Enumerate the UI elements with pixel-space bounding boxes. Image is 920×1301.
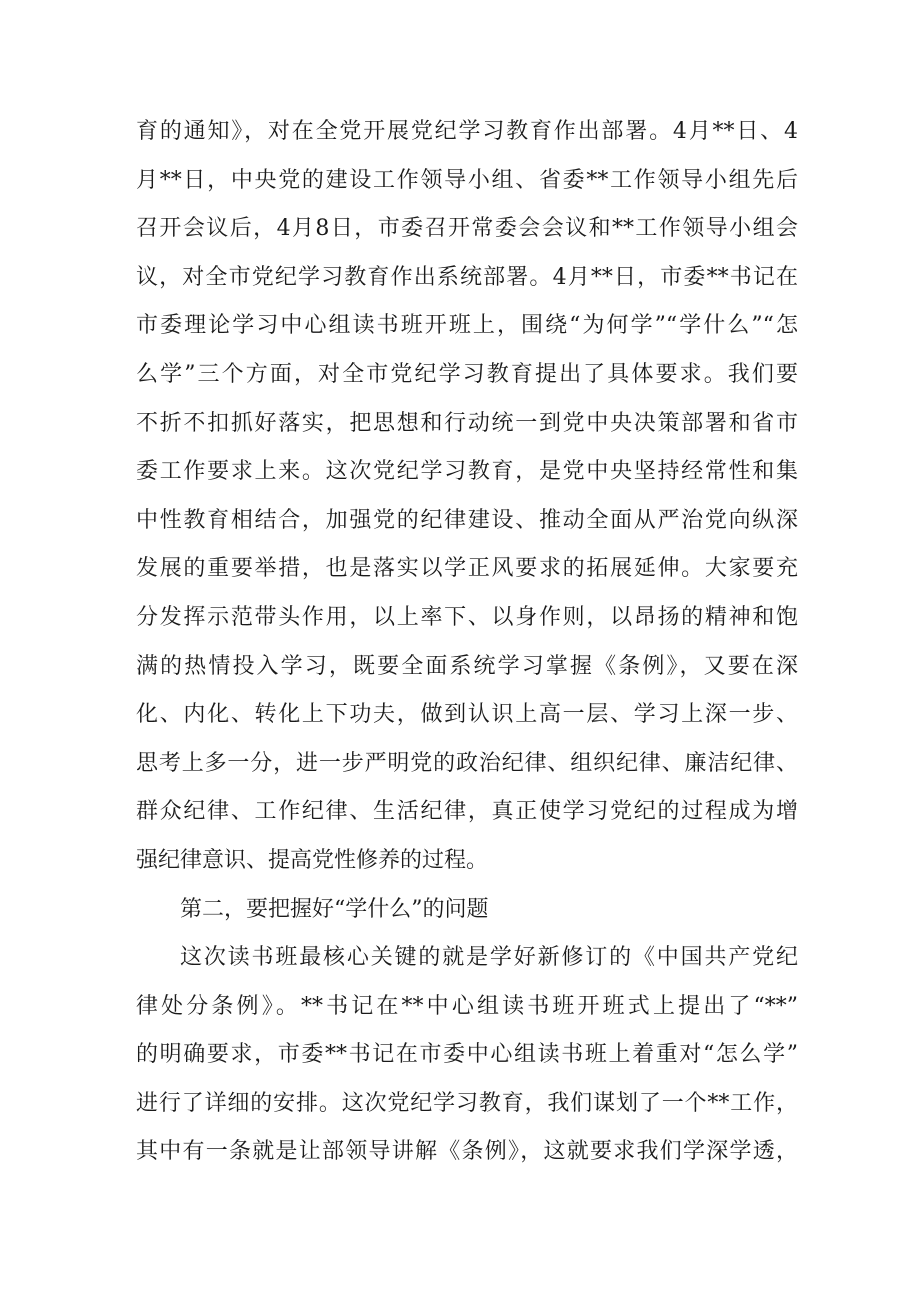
text-line: 月**日，中央党的建设工作领导小组、省委**工作领导小组先后: [136, 167, 798, 193]
text-line: 律处分条例》。**书记在**中心组读书班开班式上提出了“**”: [136, 993, 798, 1019]
text-line: 市委理论学习中心组读书班开班上，围绕“为何学”“学什么”“怎: [136, 313, 798, 339]
text-line: 分发挥示范带头作用，以上率下、以身作则，以昂扬的精神和饱: [136, 604, 798, 630]
text-line: 第二，要把握好“学什么”的问题: [180, 896, 489, 922]
text-line: 化、内化、转化上下功夫，做到认识上高一层、学习上深一步、: [136, 702, 798, 728]
text-line: 群众纪律、工作纪律、生活纪律，真正使学习党纪的过程成为增: [136, 799, 798, 825]
text-line: 召开会议后，4月8日，市委召开常委会会议和**工作领导小组会: [136, 216, 798, 242]
text-line: 进行了详细的安排。这次党纪学习教育，我们谋划了一个**工作，: [136, 1090, 798, 1116]
text-line: 发展的重要举措，也是落实以学正风要求的拓展延伸。大家要充: [136, 556, 798, 582]
text-line: 么学”三个方面，对全市党纪学习教育提出了具体要求。我们要: [136, 361, 798, 387]
text-line: 强纪律意识、提高党性修养的过程。: [136, 847, 489, 873]
text-line: 不折不扣抓好落实，把思想和行动统一到党中央决策部署和省市: [136, 410, 798, 436]
text-line: 满的热情投入学习，既要全面系统学习掌握《条例》，又要在深: [136, 653, 798, 679]
text-line: 育的通知》，对在全党开展党纪学习教育作出部署。4月**日、4: [136, 119, 798, 144]
text-line: 思考上多一分，进一步严明党的政治纪律、组织纪律、廉洁纪律、: [136, 750, 798, 776]
text-line: 委工作要求上来。这次党纪学习教育，是党中央坚持经常性和集: [136, 459, 798, 485]
text-line: 议，对全市党纪学习教育作出系统部署。4月**日，市委**书记在: [136, 264, 798, 290]
text-line: 这次读书班最核心关键的就是学好新修订的《中国共产党纪: [180, 945, 798, 971]
body-text: [136, 108, 798, 1177]
text-line: 中性教育相结合，加强党的纪律建设、推动全面从严治党向纵深: [136, 507, 798, 533]
text-line: 的明确要求，市委**书记在市委中心组读书班上着重对“怎么学”: [136, 1042, 798, 1068]
text-line: 其中有一条就是让部领导讲解《条例》，这就要求我们学深学透，: [136, 1139, 798, 1165]
